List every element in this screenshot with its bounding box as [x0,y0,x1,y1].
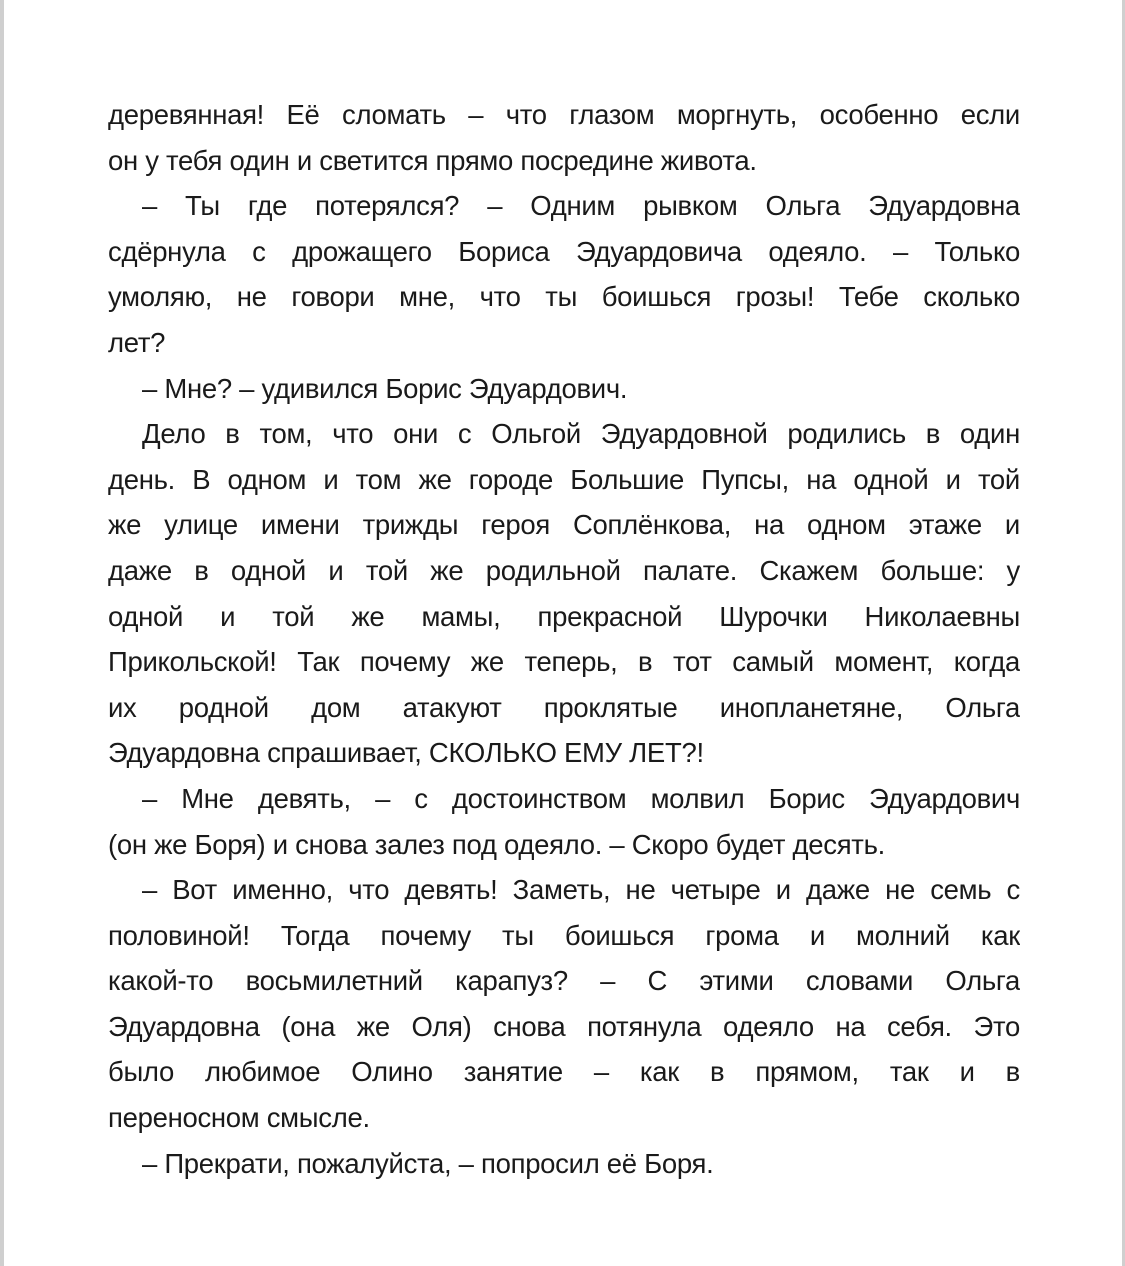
text-line: одной и той же мамы, прекрасной Шурочки Николаевны [108,600,1020,632]
text-line: (он же Боря) и снова залез под одеяло. – Скоро будет десять. [108,828,885,860]
text-line: – Ты где потерялся? – Одним рывком Ольга Эдуардовна [142,190,1020,222]
text-line: – Прекрати, пожалуйста, – попросил её Боря. [142,1147,714,1179]
text-line: сдёрнула с дрожащего Бориса Эдуардовича одеяло. – Только [108,235,1020,267]
text-line: переносном смысле. [108,1102,370,1134]
text-line: Прикольской! Так почему же теперь, в тот самый момент, когда [108,646,1020,678]
text-line: лет? [108,326,166,358]
text-line: было любимое Олино занятие – как в прямом, так и в [108,1056,1020,1088]
text-line: – Мне девять, – с достоинством молвил Борис Эдуардович [142,782,1020,814]
text-line: день. В одном и том же городе Большие Пупсы, на одной и той [108,463,1020,495]
text-line: – Мне? – удивился Борис Эдуардович. [142,372,628,404]
text-line: – Вот именно, что девять! Заметь, не четыре и даже не семь с [142,874,1020,906]
page-text [108,92,1020,1186]
text-line: деревянная! Её сломать – что глазом моргнуть, особенно если [108,99,1020,130]
text-line: их родной дом атакуют проклятые инопланетяне, Ольга [108,691,1020,723]
text-line: даже в одной и той же родильной палате. Скажем больше: у [108,554,1020,586]
text-line: какой-то восьмилетний карапуз? – С этими словами Ольга [108,965,1020,997]
text-line: Эдуардовна (она же Оля) снова потянула одеяло на себя. Это [108,1010,1020,1042]
text-line: умоляю, не говори мне, что ты боишься грозы! Тебе сколько [108,281,1020,313]
text-line: Эдуардовна спрашивает, СКОЛЬКО ЕМУ ЛЕТ?! [108,737,704,769]
text-line: Дело в том, что они с Ольгой Эдуардовной родились в один [142,418,1020,450]
text-line: он у тебя один и светится прямо посредине живота. [108,144,757,176]
text-line: же улице имени трижды героя Соплёнкова, на одном этаже и [108,509,1020,541]
text-line: половиной! Тогда почему ты боишься грома и молний как [108,919,1020,951]
